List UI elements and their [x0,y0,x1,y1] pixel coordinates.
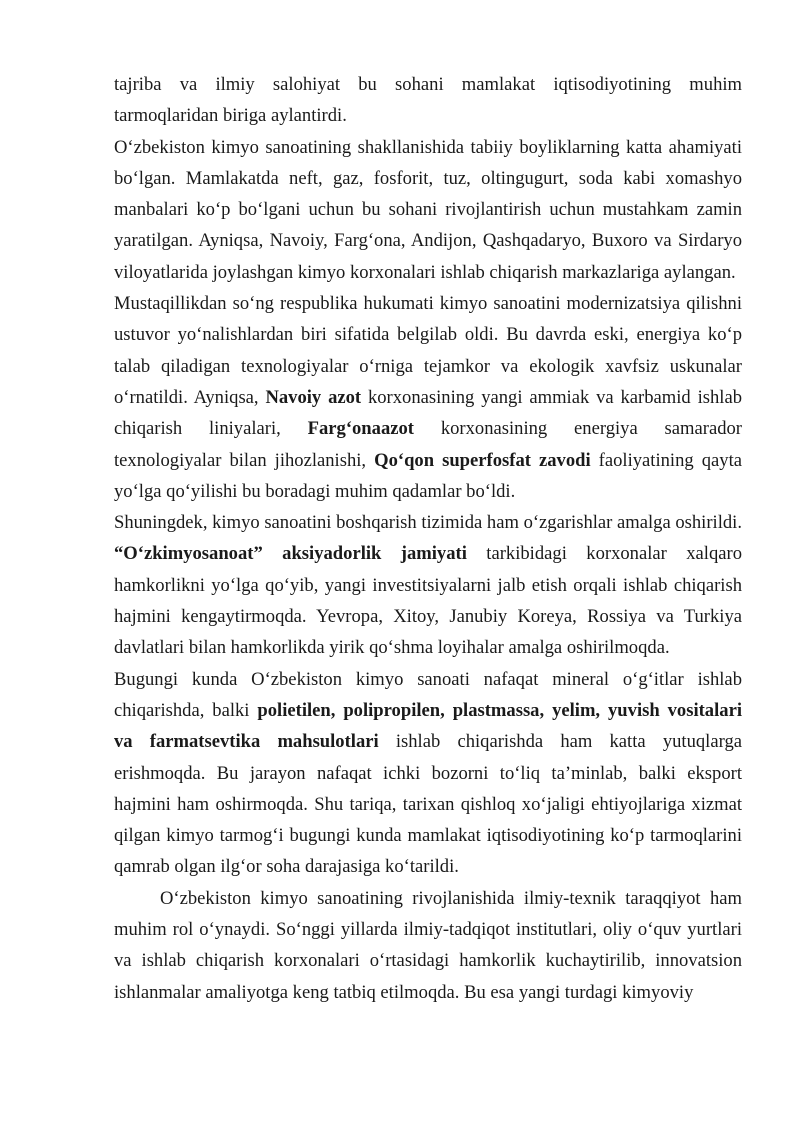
text-run: O‘zbekiston kimyo sanoatining shakllanishida tabiiy boyliklarning katta ahamiyati bo‘lgan. Mamlakatda neft, gaz, fosforit, tuz, oltingugurt, soda kabi xomashyo manbalari ko‘p bo‘lgani uchun bu sohani rivojlantirish uchun mustahkam zamin yaratilgan. Ayniqsa, Navoiy, Farg‘ona, Andijon, Qashqadaryo, Buxoro va Sirdaryo viloyatlarida joylashgan kimyo korxonalari ishlab chiqarish markazlariga aylangan. [114,136,742,283]
text-run: Bugungi kunda O‘zbekiston kimyo sanoati nafaqat mineral o‘g‘itlar ishlab chiqarishda, balki [114,668,742,721]
text-run: Shuningdek, kimyo sanoatini boshqarish tizimida ham o‘zgarishlar amalga oshirildi. [114,512,742,534]
bold-text-run: “O‘zkimyosanoat” aksiyadorlik jamiyati [114,543,467,565]
paragraph-6 [114,883,742,1008]
bold-text-run: Navoiy azot [265,386,362,408]
text-run: korxonasining yangi ammiak va karbamid ishlab chiqarish liniyalari, [114,386,742,440]
text-run: faoliyatining qayta yo‘lga qo‘yilishi bu boradagi muhim qadamlar bo‘ldi. [114,449,742,502]
text-run: tarkibidagi korxonalar xalqaro hamkorlikni yo‘lga qo‘yib, yangi investitsiyalarni jalb etish orqali ishlab chiqarish hajmini kengaytirmoqda. Yevropa, Xitoy, Janubiy Koreya, Rossiya va Turkiya davlatlari bilan hamkorlikda yirik qo‘shma loyihalar amalga oshirilmoqda. [114,543,742,659]
document-body [114,69,742,1008]
paragraph-2 [114,132,742,288]
paragraph-5 [114,664,742,883]
bold-text-run: Farg‘onaazot [307,418,414,440]
bold-text-run: Qo‘qon superfosfat zavodi [374,449,591,471]
paragraph-3 [114,288,742,507]
text-run: O‘zbekiston kimyo sanoatining rivojlanishida ilmiy-texnik taraqqiyot ham muhim rol o‘ynaydi. So‘nggi yillarda ilmiy-tadqiqot institutlari, oliy o‘quv yurtlari va ishlab chiqarish korxonalari o‘rtasidagi hamkorlik kuchaytirilib, innovatsion ishlanmalar amaliyotga keng tatbiq etilmoqda. Bu esa yangi turdagi kimyoviy [114,887,742,1003]
paragraph-4 [114,507,742,663]
text-run: Mustaqillikdan so‘ng respublika hukumati kimyo sanoatini modernizatsiya qilishni ustuvor yo‘nalishlardan biri sifatida belgilab oldi. Bu davrda eski, energiya ko‘p talab qiladigan texnologiyalar o‘rniga tejamkor va ekologik xavfsiz uskunalar o‘rnatildi. Ayniqsa, [114,293,742,408]
text-run: ishlab chiqarishda ham katta yutuqlarga erishmoqda. Bu jarayon nafaqat ichki bozorni to‘liq ta’minlab, balki eksport hajmini ham oshirmoqda. Shu tariqa, tarixan qishloq xo‘jaligi ehtiyojlariga xizmat qilgan kimyo tarmog‘i bugungi kunda mamlakat iqtisodiyotining ko‘p tarmoqlarini qamrab olgan ilg‘or soha darajasiga ko‘tarildi. [114,731,742,878]
paragraph-1 [114,69,742,132]
bold-text-run: polietilen, polipropilen, plastmassa, yelim, yuvish vositalari va farmatsevtika mahsulotlari [114,699,742,753]
text-run: tajriba va ilmiy salohiyat bu sohani mamlakat iqtisodiyotining muhim tarmoqlaridan biriga aylantirdi. [114,74,742,127]
text-run: korxonasining energiya samarador texnologiyalar bilan jihozlanishi, [114,418,742,471]
